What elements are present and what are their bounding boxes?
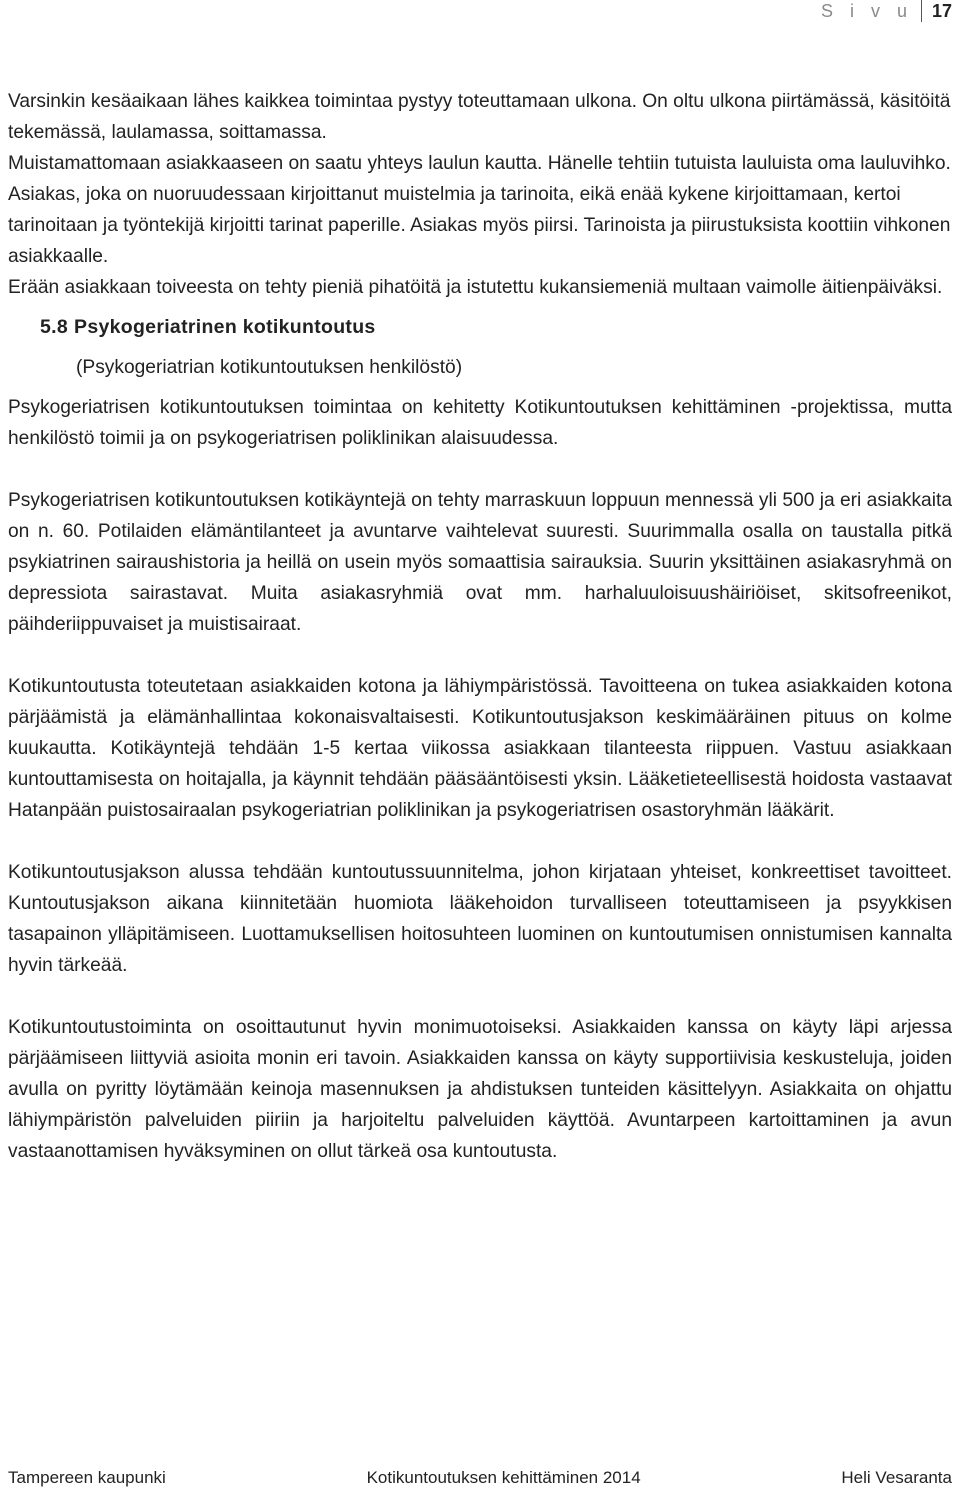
paragraph-gap <box>8 981 952 1012</box>
paragraph-gap <box>8 640 952 671</box>
intro-paragraph-3: Asiakas, joka on nuoruudessaan kirjoittanut muistelmia ja tarinoita, eikä enää kykene kirjoittamaan, kertoi tarinoitaan ja työntekijä kirjoitti tarinat paperille. Asiakas myös piirsi. Tarinoista ja piirustuksista koottiin vihkonen asiakkaalle. <box>8 184 951 267</box>
section-title: Psykogeriatrinen kotikuntoutus <box>74 316 376 338</box>
header-divider <box>921 0 922 22</box>
intro-block <box>8 86 952 303</box>
paragraph-gap <box>8 454 952 485</box>
footer-organization: Tampereen kaupunki <box>8 1468 166 1487</box>
page-header <box>821 0 952 22</box>
intro-paragraph-4: Erään asiakkaan toiveesta on tehty pieniä pihatöitä ja istutettu kukansiemeniä multaan vaimolle äitienpäiväksi. <box>8 277 943 298</box>
paragraph-2: Psykogeriatrisen kotikuntoutuksen kotikäyntejä on tehty marraskuun loppuun mennessä yli 500 ja eri asiakkaita on n. 60. Potilaiden elämäntilanteet ja avuntarve vaihtelevat suuresti. Suurimmalla osalla on taustalla pitkä psykiatrinen sairaushistoria ja heillä on usein myös somaattisia sairauksia. Suurin yksittäinen asiakasryhmä on depressiota sairastavat. Muita asiakasryhmiä ovat mm. harhaluuloisuushäiriöiset, skitsofreenikot, päihderiippuvaiset ja muistisairaat. <box>8 490 952 635</box>
page-number: 17 <box>931 0 952 21</box>
intro-paragraph-2: Muistamattomaan asiakkaaseen on saatu yhteys laulun kautta. Hänelle tehtiin tutuista lauluista oma lauluvihko. <box>8 153 951 174</box>
paragraph-5: Kotikuntoutustoiminta on osoittautunut hyvin monimuotoiseksi. Asiakkaiden kanssa on käyty läpi arjessa pärjäämiseen liittyviä asioita monin eri tavoin. Asiakkaiden kanssa on käyty supportiivisia keskusteluja, joiden avulla on pyritty löytämään keinoja masennuksen ja ahdistuksen tunteiden käsittelyyn. Asiakkaita on ohjattu lähiympäristön palveluiden piiriin ja harjoiteltu palveluiden käyttöä. Avuntarpeen kartoittaminen ja avun vastaanottamisen hyväksyminen on ollut tärkeä osa kuntoutusta. <box>8 1017 952 1162</box>
footer-document-title: Kotikuntoutuksen kehittäminen 2014 <box>366 1468 641 1487</box>
footer-author: Heli Vesaranta <box>841 1468 952 1487</box>
intro-paragraph-1: Varsinkin kesäaikaan lähes kaikkea toimintaa pystyy toteuttamaan ulkona. On oltu ulkona piirtämässä, käsitöitä tekemässä, laulamassa, soittamassa. <box>8 91 951 143</box>
paragraph-3: Kotikuntoutusta toteutetaan asiakkaiden kotona ja lähiympäristössä. Tavoitteena on tukea asiakkaiden kotona pärjäämistä ja elämänhallintaa kokonaisvaltaisesti. Kotikuntoutusjakson keskimääräinen pituus on kolme kuukautta. Kotikäyntejä tehdään 1-5 kertaa viikossa asiakkaan tilanteesta riippuen. Vastuu asiakkaan kuntouttamisesta on hoitajalla, ja käynnit tehdään pääsääntöisesti yksin. Lääketieteellisestä hoidosta vastaavat Hatanpään puistosairaalan psykogeriatrian poliklinikan ja psykogeriatrisen osastoryhmän lääkärit. <box>8 676 952 821</box>
document-body <box>8 86 952 1167</box>
section-heading <box>40 312 952 343</box>
page-label: S i v u <box>820 0 913 21</box>
page-footer <box>8 1468 952 1492</box>
paragraph-gap <box>8 826 952 857</box>
section-subtitle: (Psykogeriatrian kotikuntoutuksen henkilöstö) <box>76 357 463 378</box>
paragraph-1: Psykogeriatrisen kotikuntoutuksen toimintaa on kehitetty Kotikuntoutuksen kehittäminen -projektissa, mutta henkilöstö toimii ja on psykogeriatrisen poliklinikan alaisuudessa. <box>8 397 952 449</box>
section-number: 5.8 <box>40 316 69 338</box>
paragraph-4: Kotikuntoutusjakson alussa tehdään kuntoutussuunnitelma, johon kirjataan yhteiset, konkreettiset tavoitteet. Kuntoutusjakson aikana kiinnitetään huomiota lääkehoidon turvalliseen toteuttamiseen ja psyykkisen tasapainon ylläpitämiseen. Luottamuksellisen hoitosuhteen luominen on kuntoutumisen onnistumisen kannalta hyvin tärkeää. <box>8 862 952 976</box>
